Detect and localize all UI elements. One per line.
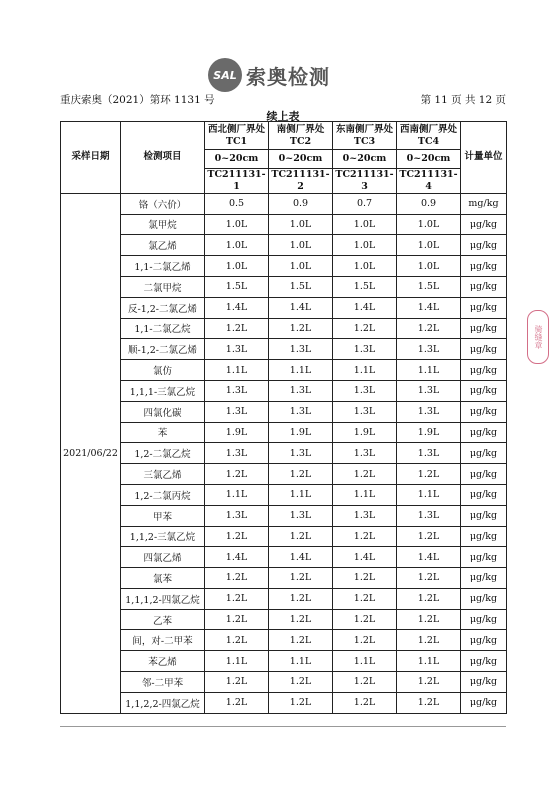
value-cell-tc4: 1.2L — [397, 672, 461, 693]
value-cell-tc4: 1.2L — [397, 568, 461, 589]
test-item-cell: 氯仿 — [121, 360, 205, 381]
value-cell-tc2: 1.2L — [269, 630, 333, 651]
value-cell-tc2: 1.2L — [269, 526, 333, 547]
unit-cell: μg/kg — [461, 588, 507, 609]
value-cell-tc2: 1.0L — [269, 256, 333, 277]
value-cell-tc3: 1.1L — [333, 651, 397, 672]
value-cell-tc2: 1.2L — [269, 464, 333, 485]
value-cell-tc4: 1.3L — [397, 401, 461, 422]
value-cell-tc3: 1.3L — [333, 380, 397, 401]
test-item-cell: 1,1,1-三氯乙烷 — [121, 380, 205, 401]
value-cell-tc2: 1.2L — [269, 568, 333, 589]
table-row — [61, 547, 507, 568]
value-cell-tc4: 1.0L — [397, 256, 461, 277]
unit-cell: μg/kg — [461, 547, 507, 568]
value-cell-tc1: 1.2L — [205, 630, 269, 651]
table-row — [61, 692, 507, 713]
unit-cell: μg/kg — [461, 276, 507, 297]
table-row — [61, 276, 507, 297]
seam-stamp: 骑缝章 — [527, 310, 549, 364]
value-cell-tc2: 1.2L — [269, 609, 333, 630]
test-item-cell: 甲苯 — [121, 505, 205, 526]
value-cell-tc3: 1.0L — [333, 235, 397, 256]
value-cell-tc3: 1.2L — [333, 588, 397, 609]
value-cell-tc4: 1.2L — [397, 464, 461, 485]
value-cell-tc4: 0.9 — [397, 193, 461, 214]
value-cell-tc3: 0.7 — [333, 193, 397, 214]
value-cell-tc3: 1.4L — [333, 297, 397, 318]
value-cell-tc3: 1.9L — [333, 422, 397, 443]
unit-cell: μg/kg — [461, 401, 507, 422]
test-item-cell: 1,1-二氯乙烷 — [121, 318, 205, 339]
unit-cell: μg/kg — [461, 380, 507, 401]
value-cell-tc3: 1.3L — [333, 401, 397, 422]
test-item-cell: 二氯甲烷 — [121, 276, 205, 297]
table-row — [61, 401, 507, 422]
table-row — [61, 297, 507, 318]
value-cell-tc1: 1.2L — [205, 672, 269, 693]
table-row — [61, 526, 507, 547]
value-cell-tc2: 1.4L — [269, 547, 333, 568]
value-cell-tc4: 1.1L — [397, 651, 461, 672]
value-cell-tc1: 1.3L — [205, 380, 269, 401]
logo-badge: SAL — [208, 58, 242, 92]
unit-cell: μg/kg — [461, 568, 507, 589]
table-title: 续上表 — [266, 110, 300, 123]
value-cell-tc4: 1.2L — [397, 692, 461, 713]
test-item-cell: 氯苯 — [121, 568, 205, 589]
value-cell-tc4: 1.2L — [397, 588, 461, 609]
table-row — [61, 235, 507, 256]
unit-cell: μg/kg — [461, 672, 507, 693]
value-cell-tc4: 1.2L — [397, 609, 461, 630]
value-cell-tc2: 1.4L — [269, 297, 333, 318]
value-cell-tc2: 1.9L — [269, 422, 333, 443]
value-cell-tc1: 1.0L — [205, 214, 269, 235]
unit-cell: μg/kg — [461, 360, 507, 381]
value-cell-tc4: 1.2L — [397, 630, 461, 651]
value-cell-tc1: 1.2L — [205, 526, 269, 547]
page-number: 第 11 页 共 12 页 — [420, 94, 506, 106]
value-cell-tc2: 1.1L — [269, 651, 333, 672]
value-cell-tc4: 1.0L — [397, 235, 461, 256]
unit-cell: μg/kg — [461, 297, 507, 318]
value-cell-tc1: 1.4L — [205, 547, 269, 568]
table-row — [61, 484, 507, 505]
test-item-cell: 1,1-二氯乙烯 — [121, 256, 205, 277]
test-item-cell: 苯乙烯 — [121, 651, 205, 672]
test-item-cell: 1,2-二氯乙烷 — [121, 443, 205, 464]
value-cell-tc4: 1.4L — [397, 297, 461, 318]
value-cell-tc2: 1.1L — [269, 484, 333, 505]
value-cell-tc1: 1.0L — [205, 235, 269, 256]
test-item-cell: 间，对-二甲苯 — [121, 630, 205, 651]
table-row — [61, 651, 507, 672]
value-cell-tc4: 1.1L — [397, 484, 461, 505]
unit-cell: μg/kg — [461, 464, 507, 485]
table-row — [61, 339, 507, 360]
value-cell-tc2: 1.3L — [269, 339, 333, 360]
header-code-2: TC211131-2 — [269, 169, 333, 194]
value-cell-tc1: 1.5L — [205, 276, 269, 297]
unit-cell: μg/kg — [461, 651, 507, 672]
value-cell-tc3: 1.2L — [333, 568, 397, 589]
unit-cell: μg/kg — [461, 422, 507, 443]
value-cell-tc4: 1.2L — [397, 318, 461, 339]
table-row — [61, 588, 507, 609]
unit-cell: μg/kg — [461, 443, 507, 464]
value-cell-tc2: 0.9 — [269, 193, 333, 214]
value-cell-tc4: 1.5L — [397, 276, 461, 297]
value-cell-tc4: 1.3L — [397, 339, 461, 360]
unit-cell: μg/kg — [461, 214, 507, 235]
table-row — [61, 609, 507, 630]
header-code-4: TC211131-4 — [397, 169, 461, 194]
value-cell-tc2: 1.3L — [269, 401, 333, 422]
test-item-cell: 四氯乙烯 — [121, 547, 205, 568]
value-cell-tc1: 1.4L — [205, 297, 269, 318]
table-row — [61, 630, 507, 651]
value-cell-tc3: 1.5L — [333, 276, 397, 297]
value-cell-tc4: 1.4L — [397, 547, 461, 568]
table-row — [61, 422, 507, 443]
value-cell-tc1: 1.2L — [205, 609, 269, 630]
value-cell-tc1: 1.0L — [205, 256, 269, 277]
test-item-cell: 苯 — [121, 422, 205, 443]
results-table — [60, 121, 507, 714]
test-item-cell: 氯乙烯 — [121, 235, 205, 256]
test-item-cell: 铬（六价） — [121, 193, 205, 214]
value-cell-tc2: 1.0L — [269, 235, 333, 256]
value-cell-tc2: 1.5L — [269, 276, 333, 297]
header-test-item: 检测项目 — [121, 122, 205, 194]
value-cell-tc3: 1.1L — [333, 360, 397, 381]
test-item-cell: 1,1,1,2-四氯乙烷 — [121, 588, 205, 609]
value-cell-tc1: 1.2L — [205, 568, 269, 589]
value-cell-tc4: 1.1L — [397, 360, 461, 381]
test-item-cell: 四氯化碳 — [121, 401, 205, 422]
header-depth-2: 0~20cm — [269, 150, 333, 169]
header-sample-date: 采样日期 — [61, 122, 121, 194]
value-cell-tc1: 1.3L — [205, 505, 269, 526]
value-cell-tc1: 1.2L — [205, 464, 269, 485]
unit-cell: μg/kg — [461, 484, 507, 505]
value-cell-tc1: 1.2L — [205, 692, 269, 713]
test-item-cell: 顺-1,2-二氯乙烯 — [121, 339, 205, 360]
table-row — [61, 672, 507, 693]
header-point-1: 西北侧厂界处 TC1 — [205, 122, 269, 150]
footer-divider — [60, 726, 506, 727]
unit-cell: μg/kg — [461, 630, 507, 651]
test-item-cell: 1,2-二氯丙烷 — [121, 484, 205, 505]
table-row — [61, 464, 507, 485]
header-unit: 计量单位 — [461, 122, 507, 194]
value-cell-tc4: 1.2L — [397, 526, 461, 547]
table-row — [61, 568, 507, 589]
value-cell-tc2: 1.2L — [269, 692, 333, 713]
value-cell-tc4: 1.3L — [397, 380, 461, 401]
table-row — [61, 193, 507, 214]
value-cell-tc3: 1.2L — [333, 318, 397, 339]
value-cell-tc3: 1.1L — [333, 484, 397, 505]
test-item-cell: 邻-二甲苯 — [121, 672, 205, 693]
value-cell-tc2: 1.3L — [269, 505, 333, 526]
test-item-cell: 反-1,2-二氯乙烯 — [121, 297, 205, 318]
value-cell-tc2: 1.2L — [269, 588, 333, 609]
value-cell-tc1: 1.3L — [205, 339, 269, 360]
value-cell-tc3: 1.2L — [333, 672, 397, 693]
value-cell-tc3: 1.2L — [333, 630, 397, 651]
header-depth-1: 0~20cm — [205, 150, 269, 169]
unit-cell: μg/kg — [461, 609, 507, 630]
company-logo — [208, 58, 330, 92]
value-cell-tc3: 1.2L — [333, 609, 397, 630]
value-cell-tc1: 0.5 — [205, 193, 269, 214]
value-cell-tc3: 1.3L — [333, 505, 397, 526]
header-point-3: 东南侧厂界处 TC3 — [333, 122, 397, 150]
report-number: 重庆索奥（2021）第环 1131 号 — [60, 94, 215, 106]
value-cell-tc1: 1.1L — [205, 360, 269, 381]
value-cell-tc1: 1.2L — [205, 318, 269, 339]
table-row — [61, 380, 507, 401]
value-cell-tc3: 1.0L — [333, 214, 397, 235]
value-cell-tc3: 1.3L — [333, 443, 397, 464]
test-item-cell: 1,1,2,2-四氯乙烷 — [121, 692, 205, 713]
test-item-cell: 乙苯 — [121, 609, 205, 630]
value-cell-tc1: 1.2L — [205, 588, 269, 609]
value-cell-tc2: 1.2L — [269, 672, 333, 693]
test-item-cell: 三氯乙烯 — [121, 464, 205, 485]
value-cell-tc2: 1.0L — [269, 214, 333, 235]
unit-cell: μg/kg — [461, 505, 507, 526]
value-cell-tc2: 1.2L — [269, 318, 333, 339]
value-cell-tc2: 1.3L — [269, 443, 333, 464]
value-cell-tc3: 1.0L — [333, 256, 397, 277]
table-row — [61, 214, 507, 235]
value-cell-tc1: 1.1L — [205, 651, 269, 672]
unit-cell: μg/kg — [461, 692, 507, 713]
value-cell-tc1: 1.3L — [205, 401, 269, 422]
value-cell-tc3: 1.4L — [333, 547, 397, 568]
header-point-4: 西南侧厂界处 TC4 — [397, 122, 461, 150]
unit-cell: μg/kg — [461, 256, 507, 277]
value-cell-tc3: 1.2L — [333, 464, 397, 485]
table-row — [61, 318, 507, 339]
value-cell-tc1: 1.9L — [205, 422, 269, 443]
header-depth-4: 0~20cm — [397, 150, 461, 169]
header-code-3: TC211131-3 — [333, 169, 397, 194]
value-cell-tc3: 1.2L — [333, 526, 397, 547]
unit-cell: mg/kg — [461, 193, 507, 214]
value-cell-tc2: 1.1L — [269, 360, 333, 381]
value-cell-tc4: 1.3L — [397, 505, 461, 526]
header-point-2: 南侧厂界处 TC2 — [269, 122, 333, 150]
value-cell-tc4: 1.0L — [397, 214, 461, 235]
value-cell-tc4: 1.3L — [397, 443, 461, 464]
value-cell-tc4: 1.9L — [397, 422, 461, 443]
test-item-cell: 1,1,2-三氯乙烷 — [121, 526, 205, 547]
unit-cell: μg/kg — [461, 235, 507, 256]
header-code-1: TC211131-1 — [205, 169, 269, 194]
value-cell-tc3: 1.2L — [333, 692, 397, 713]
value-cell-tc1: 1.1L — [205, 484, 269, 505]
table-row — [61, 256, 507, 277]
unit-cell: μg/kg — [461, 526, 507, 547]
unit-cell: μg/kg — [461, 339, 507, 360]
table-row — [61, 360, 507, 381]
value-cell-tc3: 1.3L — [333, 339, 397, 360]
logo-text: 索奥检测 — [246, 64, 330, 89]
table-row — [61, 443, 507, 464]
value-cell-tc1: 1.3L — [205, 443, 269, 464]
unit-cell: μg/kg — [461, 318, 507, 339]
test-item-cell: 氯甲烷 — [121, 214, 205, 235]
header-depth-3: 0~20cm — [333, 150, 397, 169]
table-row — [61, 505, 507, 526]
report-header — [60, 92, 506, 107]
value-cell-tc2: 1.3L — [269, 380, 333, 401]
sample-date-cell: 2021/06/22 — [61, 193, 121, 713]
